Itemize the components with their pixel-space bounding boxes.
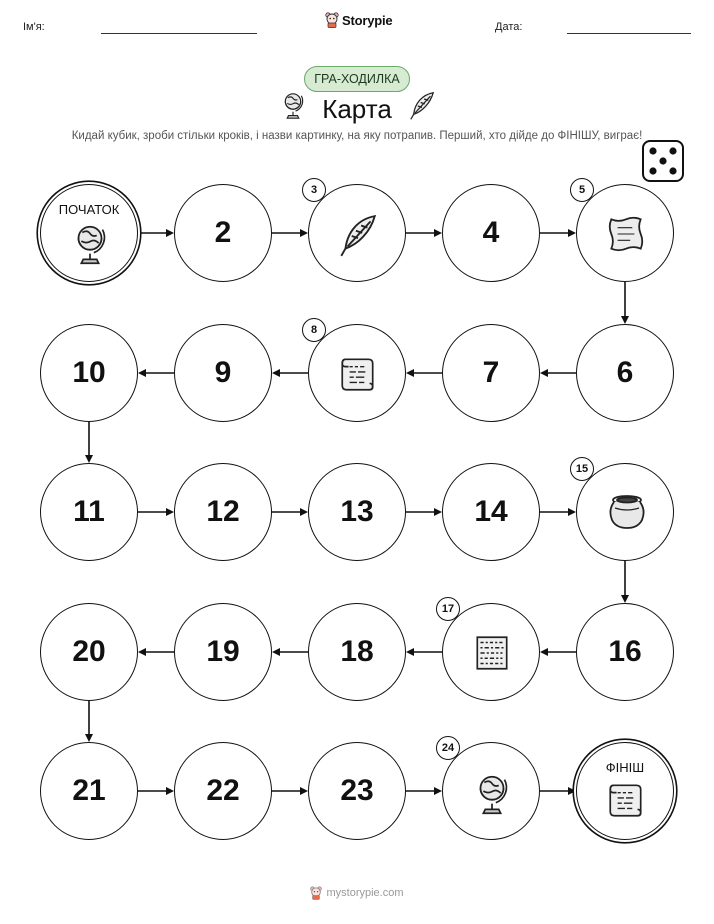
board-cell[interactable] — [576, 463, 674, 561]
board-cell[interactable] — [308, 184, 406, 282]
cell-number: 9 — [214, 356, 232, 389]
cell-title: ФІНІШ — [605, 760, 645, 775]
arrow-head — [434, 508, 442, 516]
board-cell[interactable] — [174, 324, 272, 422]
cell-number-tag: 15 — [570, 457, 594, 481]
cell-number: 7 — [482, 356, 500, 389]
start-cell[interactable] — [40, 184, 138, 282]
cell-number: 10 — [72, 356, 106, 389]
footer-url[interactable]: mystorypie.com — [326, 887, 404, 899]
cell-number: 19 — [206, 635, 240, 668]
cell-number-tag: 3 — [302, 178, 326, 202]
cell-number: 22 — [206, 774, 240, 807]
scroll-icon — [337, 353, 379, 400]
cell-number: 23 — [340, 774, 374, 807]
arrow-head — [621, 595, 629, 603]
arrow-head — [568, 229, 576, 237]
arrow-head — [568, 508, 576, 516]
arrow-head — [272, 369, 280, 377]
finish-cell[interactable] — [576, 742, 674, 840]
arrow-head — [300, 229, 308, 237]
arrow-head — [85, 455, 93, 463]
globe-icon — [471, 771, 513, 824]
name-label: Ім'я: — [23, 21, 45, 33]
arrow-head — [272, 648, 280, 656]
page-title: Карта — [322, 94, 392, 124]
cell-number: 14 — [474, 495, 508, 528]
cell-number: 6 — [616, 356, 634, 389]
arrow-head — [540, 648, 548, 656]
game-type-badge: ГРА-ХОДИЛКА — [304, 66, 410, 92]
board-cell[interactable] — [308, 603, 406, 701]
footer — [0, 886, 714, 900]
cell-number-tag: 8 — [302, 318, 326, 342]
board-cell[interactable] — [576, 324, 674, 422]
board-cell[interactable] — [40, 324, 138, 422]
board-cell[interactable] — [174, 603, 272, 701]
globe-icon — [69, 221, 111, 274]
pot-icon — [605, 492, 649, 537]
cell-title: ПОЧАТОК — [58, 202, 120, 217]
arrow-head — [166, 787, 174, 795]
cell-number-tag: 24 — [436, 736, 460, 760]
arrow-head — [434, 229, 442, 237]
quill-icon — [337, 213, 379, 264]
parchment-icon — [605, 213, 647, 260]
cell-number: 4 — [482, 216, 500, 249]
cell-number: 21 — [72, 774, 106, 807]
arrow-head — [568, 787, 576, 795]
board-cell[interactable] — [174, 742, 272, 840]
arrow-head — [540, 369, 548, 377]
board-cell[interactable] — [576, 184, 674, 282]
board-cell[interactable] — [442, 324, 540, 422]
arrow-head — [166, 508, 174, 516]
arrow-head — [406, 648, 414, 656]
instructions: Кидай кубик, зроби стільки кроків, і назви картинку, на яку потрапив. Перший, хто дійде до ФІНІШУ, виграє! — [71, 130, 643, 142]
board-cell[interactable] — [308, 742, 406, 840]
scroll-icon — [605, 779, 647, 826]
arrow-head — [138, 648, 146, 656]
cell-number: 2 — [214, 216, 232, 249]
board-cell[interactable] — [174, 184, 272, 282]
board-cell[interactable] — [442, 184, 540, 282]
board-cell[interactable] — [576, 603, 674, 701]
board-cell[interactable] — [174, 463, 272, 561]
cell-number-tag: 5 — [570, 178, 594, 202]
arrow-head — [166, 229, 174, 237]
board-cell[interactable] — [308, 463, 406, 561]
arrow-head — [300, 787, 308, 795]
board-cell[interactable] — [442, 603, 540, 701]
arrow-head — [138, 369, 146, 377]
board-cell[interactable] — [442, 742, 540, 840]
cell-number: 20 — [72, 635, 106, 668]
arrow-head — [300, 508, 308, 516]
board-cell[interactable] — [40, 463, 138, 561]
board-cell[interactable] — [40, 603, 138, 701]
cell-number: 18 — [340, 635, 374, 668]
cell-number: 13 — [340, 495, 374, 528]
board-cell[interactable] — [40, 742, 138, 840]
board-cell[interactable] — [442, 463, 540, 561]
cell-number: 11 — [73, 495, 105, 528]
arrow-head — [621, 316, 629, 324]
cell-number-tag: 17 — [436, 597, 460, 621]
arrow-head — [434, 787, 442, 795]
board-cell[interactable] — [308, 324, 406, 422]
brand-name: Storypie — [342, 12, 393, 28]
cell-number: 16 — [608, 635, 642, 668]
tablet-icon — [471, 632, 513, 679]
storypie-mascot-icon — [310, 886, 322, 900]
arrow-head — [85, 734, 93, 742]
date-label: Дата: — [495, 21, 523, 33]
cell-number: 12 — [206, 495, 240, 528]
arrow-head — [406, 369, 414, 377]
